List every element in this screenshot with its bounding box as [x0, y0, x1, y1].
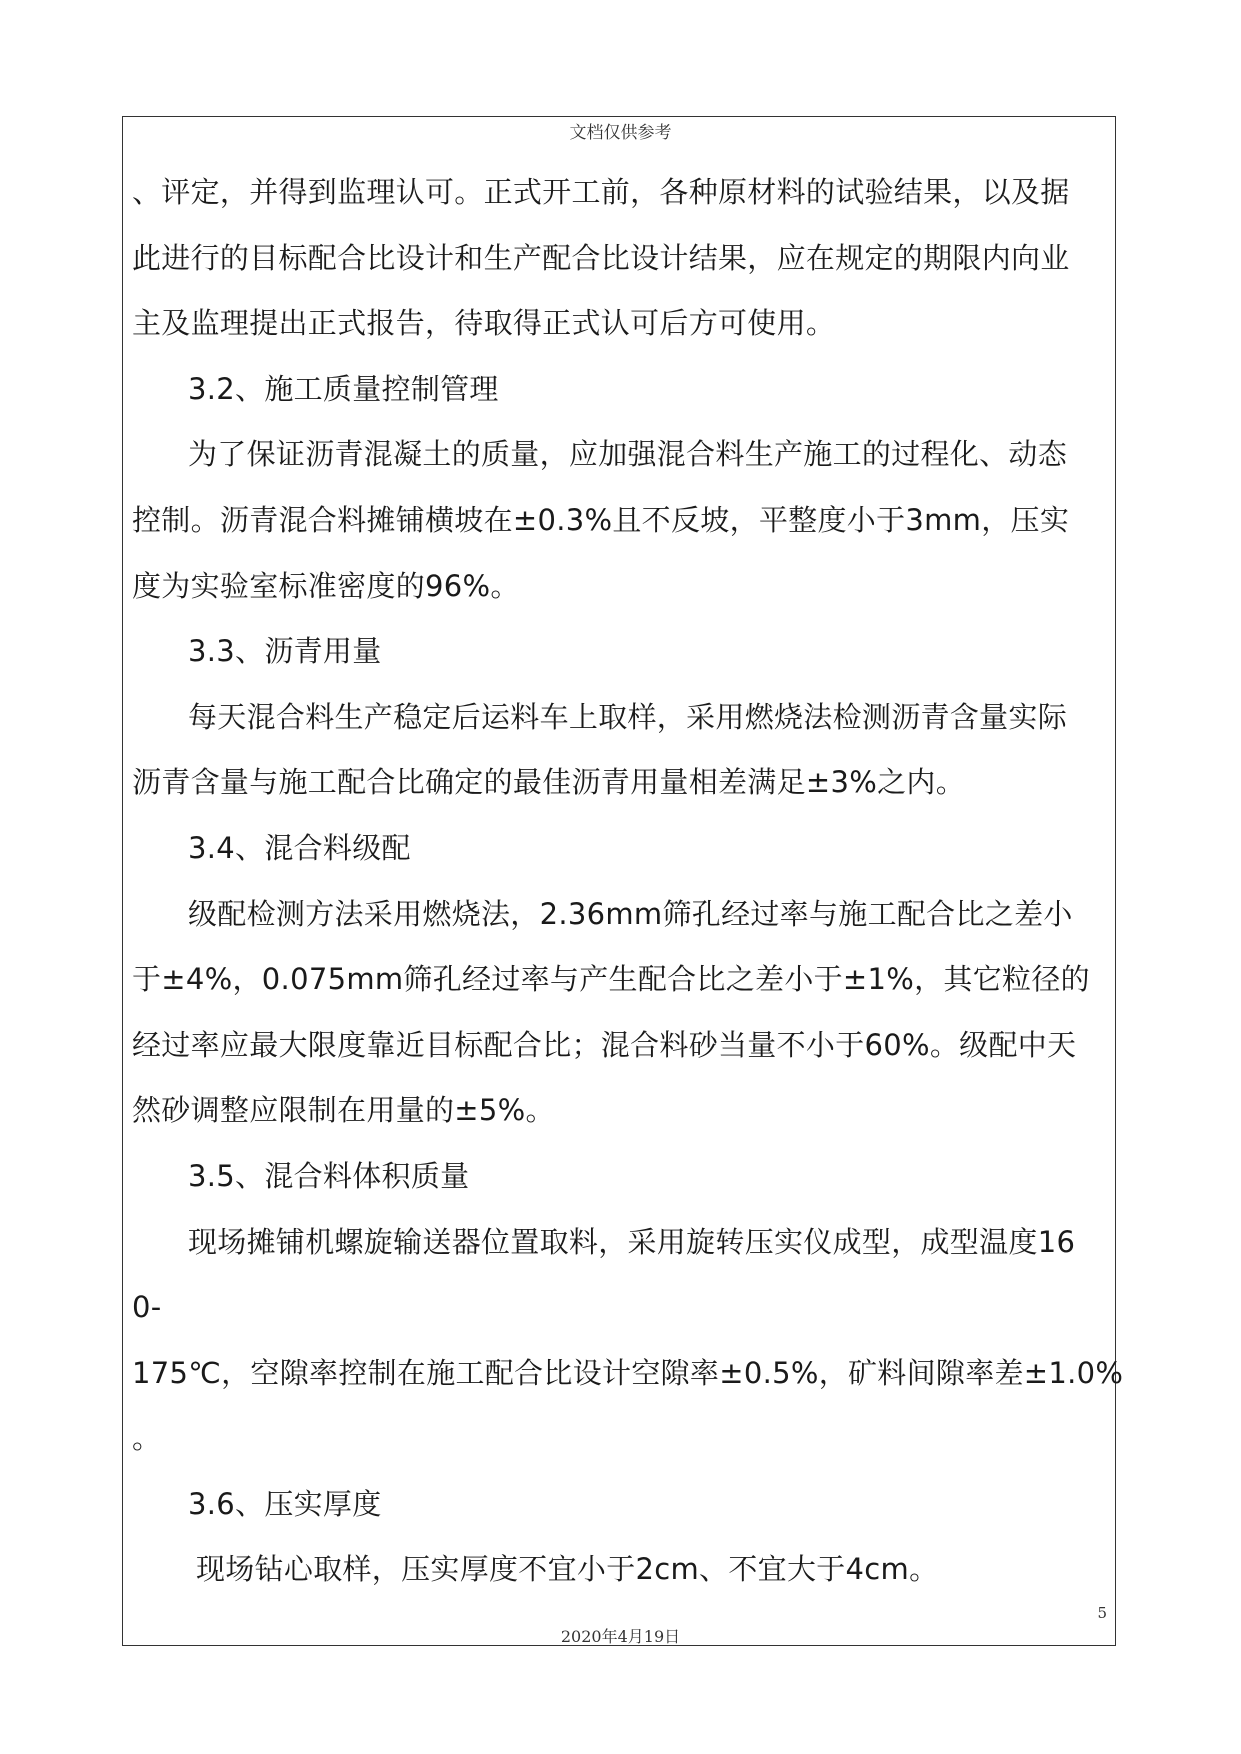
text-line: 控制。沥青混合料摊铺横坡在±0.3%且不反坡，平整度小于3mm，压实	[132, 502, 1070, 537]
section-heading: 3.6、压实厚度	[188, 1486, 382, 1521]
section-heading: 3.4、混合料级配	[188, 830, 411, 865]
text-line: 此进行的目标配合比设计和生产配合比设计结果，应在规定的期限内向业	[132, 240, 1070, 275]
text-line: 为了保证沥青混凝土的质量，应加强混合料生产施工的过程化、动态	[188, 437, 1068, 472]
text-line: 主及监理提出正式报告，待取得正式认可后方可使用。	[132, 306, 836, 341]
page-number: 5	[1097, 1604, 1107, 1622]
text-line: 现场钻心取样，压实厚度不宜小于2cm、不宜大于4cm。	[196, 1552, 939, 1587]
text-line: 度为实验室标准密度的96%。	[132, 568, 520, 603]
text-line: 、评定，并得到监理认可。正式开工前，各种原材料的试验结果，以及据	[132, 175, 1070, 209]
section-heading: 3.3、沥青用量	[188, 634, 382, 669]
body-text	[132, 160, 1124, 1603]
section-heading: 3.5、混合料体积质量	[188, 1158, 470, 1193]
footer-date: 2020年4月19日	[560, 1627, 681, 1646]
text-line: 级配检测方法采用燃烧法，2.36mm筛孔经过率与施工配合比之差小	[188, 896, 1073, 931]
text-line: 于±4%，0.075mm筛孔经过率与产生配合比之差小于±1%，其它粒径的	[132, 962, 1090, 997]
text-line: 现场摊铺机螺旋输送器位置取料，采用旋转压实仪成型，成型温度16	[188, 1224, 1076, 1259]
section-heading: 3.2、施工质量控制管理	[188, 371, 499, 406]
text-line: 0-	[132, 1290, 162, 1325]
text-line: 沥青含量与施工配合比确定的最佳沥青用量相差满足±3%之内。	[132, 765, 966, 800]
text-line: 经过率应最大限度靠近目标配合比；混合料砂当量不小于60%。级配中天	[132, 1027, 1077, 1062]
text-line: 。	[132, 1421, 162, 1456]
text-line: 每天混合料生产稳定后运料车上取样，采用燃烧法检测沥青含量实际	[188, 699, 1068, 734]
text-line: 175℃，空隙率控制在施工配合比设计空隙率±0.5%，矿料间隙率差±1.0%	[132, 1355, 1124, 1390]
text-line: 然砂调整应限制在用量的±5%。	[132, 1093, 555, 1128]
page-header: 文档仅供参考	[569, 123, 672, 143]
